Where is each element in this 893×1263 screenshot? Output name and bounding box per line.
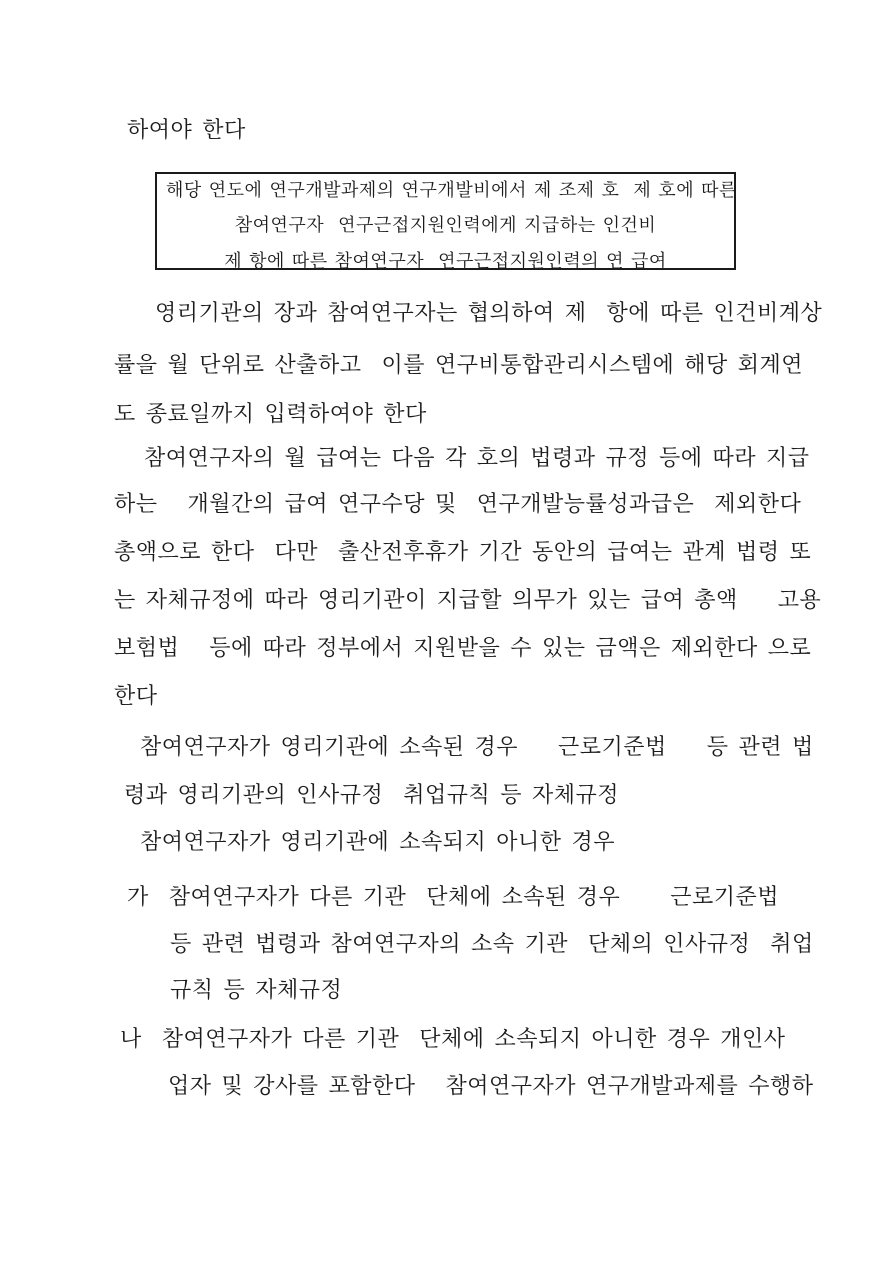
body-line: 한다 [114,683,158,708]
body-line: 률을 월 단위로 산출하고 이를 연구비통합관리시스템에 해당 회계연 [114,352,804,377]
body-line: 업자 및 강사를 포함한다 참여연구자가 연구개발과제를 수행하 [168,1073,814,1098]
notice-box-line: 참여연구자 연구근접지원인력에게 지급하는 인건비 [234,215,657,235]
body-line: 도 종료일까지 입력하여야 한다 [114,401,427,426]
body-line: 규칙 등 자체규정 [170,977,343,1002]
body-line: 하는 개월간의 급여 연구수당 및 연구개발능률성과급은 제외한다 [114,491,802,516]
notice-box [155,172,736,270]
body-line: 영리기관의 장과 참여연구자는 협의하여 제 항에 따른 인건비계상 [155,300,823,325]
body-line: 가 참여연구자가 다른 기관 단체에 소속된 경우 근로기준법 [127,884,780,909]
body-line: 참여연구자가 영리기관에 소속되지 아니한 경우 [140,829,616,854]
body-line: 나 참여연구자가 다른 기관 단체에 소속되지 아니한 경우 개인사 [120,1026,786,1051]
opening-line: 하여야 한다 [127,117,246,142]
body-line: 참여연구자의 월 급여는 다음 각 호의 법령과 규정 등에 따라 지급 [144,445,810,470]
body-line: 보험법 등에 따라 정부에서 지원받을 수 있는 금액은 제외한다 으로 [114,635,812,660]
body-line: 령과 영리기관의 인사규정 취업규칙 등 자체규정 [124,782,620,807]
body-line: 참여연구자가 영리기관에 소속된 경우 근로기준법 등 관련 법 [140,734,814,759]
body-line: 등 관련 법령과 참여연구자의 소속 기관 단체의 인사규정 취업 [170,931,814,956]
notice-box-line: 해당 연도에 연구개발과제의 연구개발비에서 제 조제 호 제 호에 따른 [166,180,737,200]
notice-box-line: 제 항에 따른 참여연구자 연구근접지원인력의 연 급여 [224,251,667,271]
body-line: 는 자체규정에 따라 영리기관이 지급할 의무가 있는 급여 총액 고용 [114,587,822,612]
body-line: 총액으로 한다 다만 출산전후휴가 기간 동안의 급여는 관계 법령 또 [114,539,812,564]
